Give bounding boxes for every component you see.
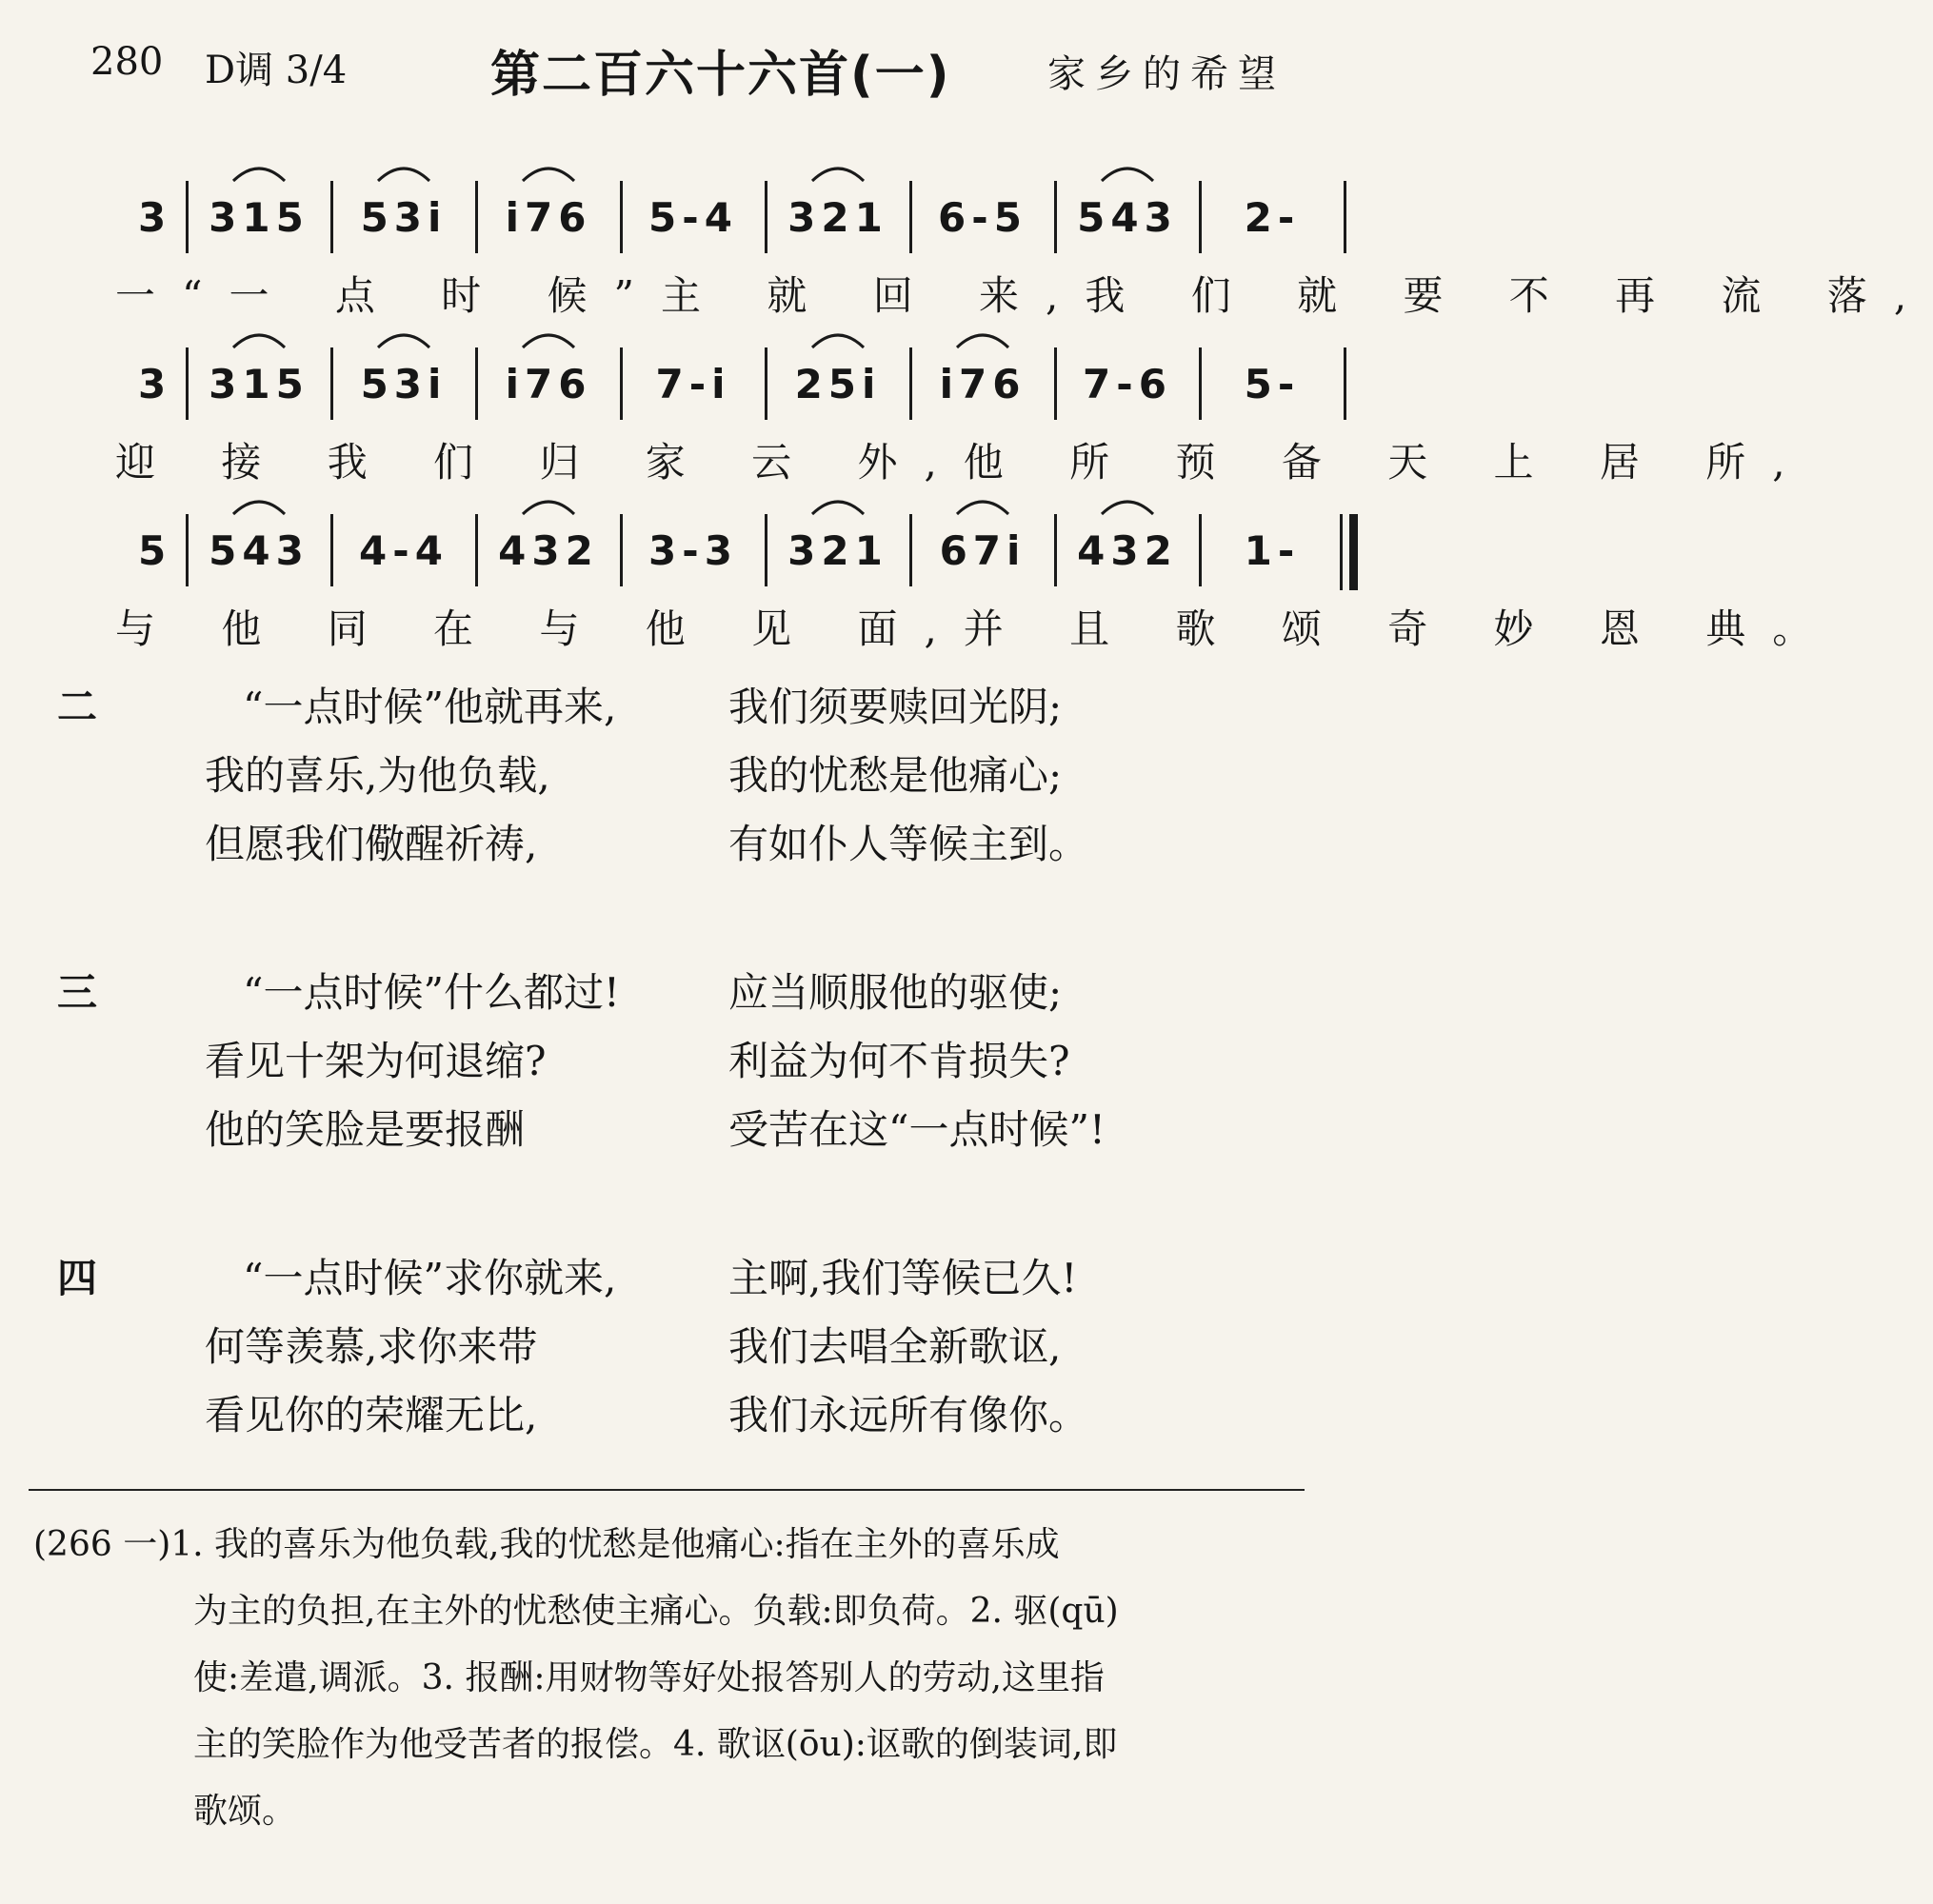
barline <box>330 347 333 420</box>
verse-number: 二 <box>57 684 98 730</box>
slur-mark <box>520 328 577 349</box>
barline <box>1199 181 1202 253</box>
barline <box>1199 514 1202 586</box>
notation-row <box>129 181 1309 255</box>
measure: 315 <box>209 194 309 241</box>
measure: 6-5 <box>938 194 1027 241</box>
lyrics-line: 与 他 同 在 与 他 见 面,并 且 歌 颂 奇 妙 恩 典。 <box>115 605 1840 652</box>
footnote-line-4: 主的笑脸作为他受苦者的报偿。4. 歌讴(ōu):讴歌的倒装词,即 <box>193 1725 1118 1764</box>
slur-mark <box>954 495 1011 516</box>
notation-row <box>129 514 1309 588</box>
hymn-subtitle: 家乡的希望 <box>1047 52 1285 96</box>
slur-mark <box>375 328 432 349</box>
slur-mark <box>809 495 867 516</box>
verse-line-right: 我们永远所有像你。 <box>728 1392 1089 1438</box>
verse-line-left: 看见十架为何退缩? <box>205 1038 547 1084</box>
verse-line-right: 利益为何不肯损失? <box>728 1038 1070 1084</box>
footnote-line-1: (266 一)1. 我的喜乐为他负载,我的忧愁是他痛心:指在主外的喜乐成 <box>33 1525 1060 1564</box>
barline <box>765 181 767 253</box>
verse-line-right: 应当顺服他的驱使; <box>728 969 1063 1016</box>
slur-mark <box>520 495 577 516</box>
key-signature: D调 3/4 <box>205 49 348 92</box>
slur-mark <box>230 328 288 349</box>
verse-line-left: 看见你的荣耀无比, <box>205 1392 538 1438</box>
measure: 1- <box>1244 527 1301 574</box>
barline <box>475 347 478 420</box>
verse-line-left: “一点时候”求你就来, <box>243 1255 617 1301</box>
footnote-line-2: 为主的负担,在主外的忧愁使主痛心。负载:即负荷。2. 驱(qū) <box>193 1592 1119 1631</box>
verse-line-left: 但愿我们儆醒祈祷, <box>205 821 538 867</box>
lyrics-line: 迎 接 我 们 归 家 云 外,他 所 预 备 天 上 居 所, <box>115 439 1812 486</box>
measure: i76 <box>505 361 592 407</box>
verse-line-right: 我们须要赎回光阴; <box>728 684 1063 730</box>
final-barline-thick <box>1349 514 1358 590</box>
barline <box>909 181 912 253</box>
slur-mark <box>230 162 288 183</box>
barline <box>765 514 767 586</box>
slur-mark <box>809 328 867 349</box>
verse-line-right: 有如仆人等候主到。 <box>728 821 1089 867</box>
measure: 5- <box>1244 361 1301 407</box>
score-line <box>115 143 1933 319</box>
measure: 543 <box>1077 194 1178 241</box>
barline <box>1054 347 1057 420</box>
measure: 4-4 <box>359 527 448 574</box>
measure: 543 <box>209 527 309 574</box>
measure: 7-i <box>655 361 731 407</box>
barline <box>765 347 767 420</box>
measure: i76 <box>505 194 592 241</box>
final-barline-thin <box>1340 514 1343 590</box>
barline <box>330 514 333 586</box>
measure: 321 <box>787 527 888 574</box>
verse-line-left: “一点时候”什么都过! <box>243 969 620 1016</box>
measure: 53i <box>360 361 448 407</box>
measure: 321 <box>787 194 888 241</box>
score-line <box>115 476 1840 652</box>
measure: 5-4 <box>648 194 738 241</box>
slur-mark <box>954 328 1011 349</box>
barline <box>909 514 912 586</box>
verse-number: 三 <box>57 969 98 1016</box>
barline <box>620 181 623 253</box>
measure: 432 <box>498 527 599 574</box>
barline <box>330 181 333 253</box>
measure: 7-6 <box>1083 361 1172 407</box>
barline <box>186 347 189 420</box>
slur-mark <box>809 162 867 183</box>
barline <box>1344 347 1346 420</box>
verse-line-left: “一点时候”他就再来, <box>243 684 617 730</box>
slur-mark <box>230 495 288 516</box>
slur-mark <box>1099 495 1156 516</box>
score-line <box>115 309 1812 486</box>
verse-line-right: 我的忧愁是他痛心; <box>728 752 1063 799</box>
barline <box>186 514 189 586</box>
measure: 53i <box>360 194 448 241</box>
slur-mark <box>1099 162 1156 183</box>
barline <box>1344 181 1346 253</box>
slur-mark <box>520 162 577 183</box>
lyrics-line: 一“一 点 时 候”主 就 回 来,我 们 就 要 不 再 流 落, <box>115 272 1933 319</box>
barline <box>1199 347 1202 420</box>
barline <box>909 347 912 420</box>
barline <box>1054 181 1057 253</box>
measure: 3-3 <box>648 527 738 574</box>
measure: 2- <box>1244 194 1301 241</box>
pickup-note: 5 <box>138 527 167 574</box>
notation-row <box>129 347 1309 422</box>
measure: 432 <box>1077 527 1178 574</box>
verse-line-left: 他的笑脸是要报酬 <box>205 1106 526 1153</box>
footnote-divider <box>29 1489 1305 1491</box>
page-number: 280 <box>90 40 164 84</box>
measure: 67i <box>939 527 1026 574</box>
verse-line-left: 何等羡慕,求你来带 <box>205 1323 538 1370</box>
verse-number: 四 <box>57 1255 98 1301</box>
verse-line-right: 受苦在这“一点时候”! <box>728 1106 1106 1153</box>
hymn-title: 第二百六十六首(一) <box>490 47 951 104</box>
verse-line-right: 主啊,我们等候已久! <box>728 1255 1078 1301</box>
verse-line-right: 我们去唱全新歌讴, <box>728 1323 1062 1370</box>
slur-mark <box>375 162 432 183</box>
barline <box>475 514 478 586</box>
barline <box>620 514 623 586</box>
page-header <box>86 27 1285 103</box>
footnote-line-5: 歌颂。 <box>193 1792 297 1831</box>
pickup-note: 3 <box>138 194 167 241</box>
barline <box>475 181 478 253</box>
barline <box>1054 514 1057 586</box>
footnote-line-3: 使:差遣,调派。3. 报酬:用财物等好处报答别人的劳动,这里指 <box>193 1658 1105 1697</box>
measure: 25i <box>794 361 882 407</box>
measure: i76 <box>939 361 1026 407</box>
measure: 315 <box>209 361 309 407</box>
barline <box>186 181 189 253</box>
pickup-note: 3 <box>138 361 167 407</box>
verse-line-left: 我的喜乐,为他负载, <box>205 752 550 799</box>
barline <box>620 347 623 420</box>
